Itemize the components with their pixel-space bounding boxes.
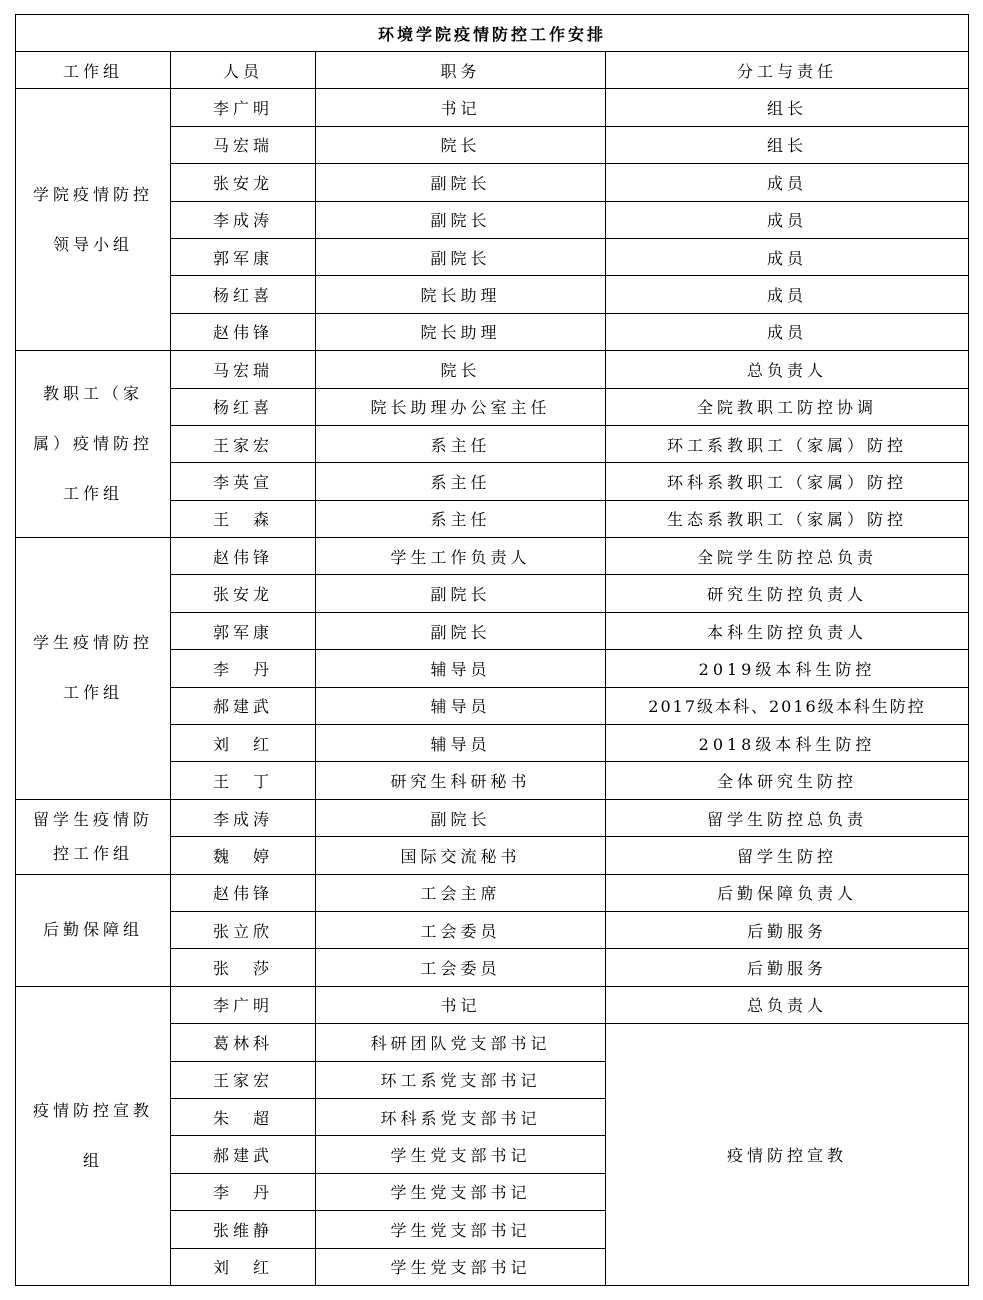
- duty-cell: 留学生防控总负责: [606, 799, 969, 836]
- duty-cell: 研究生防控负责人: [606, 575, 969, 612]
- position-cell: 副院长: [316, 238, 606, 275]
- position-cell: 学生工作负责人: [316, 538, 606, 575]
- duty-cell: 本科生防控负责人: [606, 612, 969, 649]
- person-cell: 李广明: [171, 89, 316, 126]
- group-name-leadership: 学院疫情防控领导小组: [16, 89, 171, 351]
- person-cell: 刘 红: [171, 725, 316, 762]
- group-name-students: 学生疫情防控工作组: [16, 538, 171, 800]
- person-cell: 郝建武: [171, 1136, 316, 1173]
- position-cell: 系主任: [316, 425, 606, 462]
- group-name-publicity: 疫情防控宣教组: [16, 986, 171, 1285]
- person-cell: 张立欣: [171, 911, 316, 948]
- position-cell: 院长: [316, 126, 606, 163]
- position-cell: 院长助理办公室主任: [316, 388, 606, 425]
- position-cell: 辅导员: [316, 725, 606, 762]
- position-cell: 学生党支部书记: [316, 1173, 606, 1210]
- person-cell: 王 丁: [171, 762, 316, 799]
- person-cell: 王家宏: [171, 1061, 316, 1098]
- group-name-international: 留学生疫情防控工作组: [16, 799, 171, 874]
- duty-cell: 组长: [606, 89, 969, 126]
- shared-duty-cell: 疫情防控宣教: [606, 1024, 969, 1286]
- group-name-logistics: 后勤保障组: [16, 874, 171, 986]
- position-cell: 辅导员: [316, 650, 606, 687]
- table-header-row: [16, 52, 969, 89]
- person-cell: 李 丹: [171, 1173, 316, 1210]
- person-cell: 李 丹: [171, 650, 316, 687]
- work-arrangement-table: [15, 14, 969, 1286]
- position-cell: 副院长: [316, 164, 606, 201]
- table-row: [16, 986, 969, 1023]
- position-cell: 副院长: [316, 575, 606, 612]
- person-cell: 李英宣: [171, 463, 316, 500]
- position-cell: 书记: [316, 986, 606, 1023]
- person-cell: 王 森: [171, 500, 316, 537]
- person-cell: 葛林科: [171, 1024, 316, 1061]
- duty-cell: 后勤服务: [606, 949, 969, 986]
- person-cell: 赵伟锋: [171, 874, 316, 911]
- duty-cell: 全院教职工防控协调: [606, 388, 969, 425]
- person-cell: 赵伟锋: [171, 538, 316, 575]
- duty-cell: 后勤服务: [606, 911, 969, 948]
- duty-cell: 成员: [606, 201, 969, 238]
- duty-cell: 全院学生防控总负责: [606, 538, 969, 575]
- group-name-staff: 教职工（家属）疫情防控工作组: [16, 351, 171, 538]
- position-cell: 科研团队党支部书记: [316, 1024, 606, 1061]
- position-cell: 学生党支部书记: [316, 1136, 606, 1173]
- duty-cell: 留学生防控: [606, 837, 969, 874]
- person-cell: 杨红喜: [171, 276, 316, 313]
- position-cell: 环工系党支部书记: [316, 1061, 606, 1098]
- duty-cell: 后勤保障负责人: [606, 874, 969, 911]
- person-cell: 张 莎: [171, 949, 316, 986]
- position-cell: 系主任: [316, 463, 606, 500]
- duty-cell: 生态系教职工（家属）防控: [606, 500, 969, 537]
- position-cell: 副院长: [316, 201, 606, 238]
- position-cell: 国际交流秘书: [316, 837, 606, 874]
- person-cell: 马宏瑞: [171, 351, 316, 388]
- person-cell: 郭军康: [171, 612, 316, 649]
- person-cell: 马宏瑞: [171, 126, 316, 163]
- duty-cell: 2018级本科生防控: [606, 725, 969, 762]
- header-duty: 分工与责任: [606, 52, 969, 89]
- person-cell: 魏 婷: [171, 837, 316, 874]
- table-row: [16, 351, 969, 388]
- person-cell: 刘 红: [171, 1248, 316, 1285]
- person-cell: 朱 超: [171, 1098, 316, 1135]
- duty-cell: 2019级本科生防控: [606, 650, 969, 687]
- duty-cell: 环科系教职工（家属）防控: [606, 463, 969, 500]
- person-cell: 郝建武: [171, 687, 316, 724]
- duty-cell: 成员: [606, 238, 969, 275]
- person-cell: 张安龙: [171, 164, 316, 201]
- duty-cell: 2017级本科、2016级本科生防控: [606, 687, 969, 724]
- position-cell: 环科系党支部书记: [316, 1098, 606, 1135]
- position-cell: 学生党支部书记: [316, 1211, 606, 1248]
- duty-cell: 总负责人: [606, 986, 969, 1023]
- table-row: [16, 799, 969, 836]
- table-row: [16, 538, 969, 575]
- person-cell: 赵伟锋: [171, 313, 316, 350]
- duty-cell: 环工系教职工（家属）防控: [606, 425, 969, 462]
- header-work-group: 工作组: [16, 52, 171, 89]
- position-cell: 学生党支部书记: [316, 1248, 606, 1285]
- person-cell: 王家宏: [171, 425, 316, 462]
- person-cell: 李广明: [171, 986, 316, 1023]
- person-cell: 郭军康: [171, 238, 316, 275]
- position-cell: 辅导员: [316, 687, 606, 724]
- position-cell: 副院长: [316, 612, 606, 649]
- position-cell: 研究生科研秘书: [316, 762, 606, 799]
- duty-cell: 成员: [606, 313, 969, 350]
- person-cell: 李成涛: [171, 201, 316, 238]
- position-cell: 工会委员: [316, 949, 606, 986]
- position-cell: 院长助理: [316, 313, 606, 350]
- person-cell: 张安龙: [171, 575, 316, 612]
- header-person: 人员: [171, 52, 316, 89]
- duty-cell: 组长: [606, 126, 969, 163]
- person-cell: 张维静: [171, 1211, 316, 1248]
- position-cell: 院长助理: [316, 276, 606, 313]
- duty-cell: 全体研究生防控: [606, 762, 969, 799]
- position-cell: 工会主席: [316, 874, 606, 911]
- position-cell: 工会委员: [316, 911, 606, 948]
- position-cell: 副院长: [316, 799, 606, 836]
- person-cell: 杨红喜: [171, 388, 316, 425]
- duty-cell: 成员: [606, 164, 969, 201]
- duty-cell: 总负责人: [606, 351, 969, 388]
- header-position: 职务: [316, 52, 606, 89]
- person-cell: 李成涛: [171, 799, 316, 836]
- duty-cell: 成员: [606, 276, 969, 313]
- table-title: 环境学院疫情防控工作安排: [16, 15, 969, 52]
- table-row: [16, 874, 969, 911]
- position-cell: 书记: [316, 89, 606, 126]
- position-cell: 院长: [316, 351, 606, 388]
- position-cell: 系主任: [316, 500, 606, 537]
- table-row: [16, 89, 969, 126]
